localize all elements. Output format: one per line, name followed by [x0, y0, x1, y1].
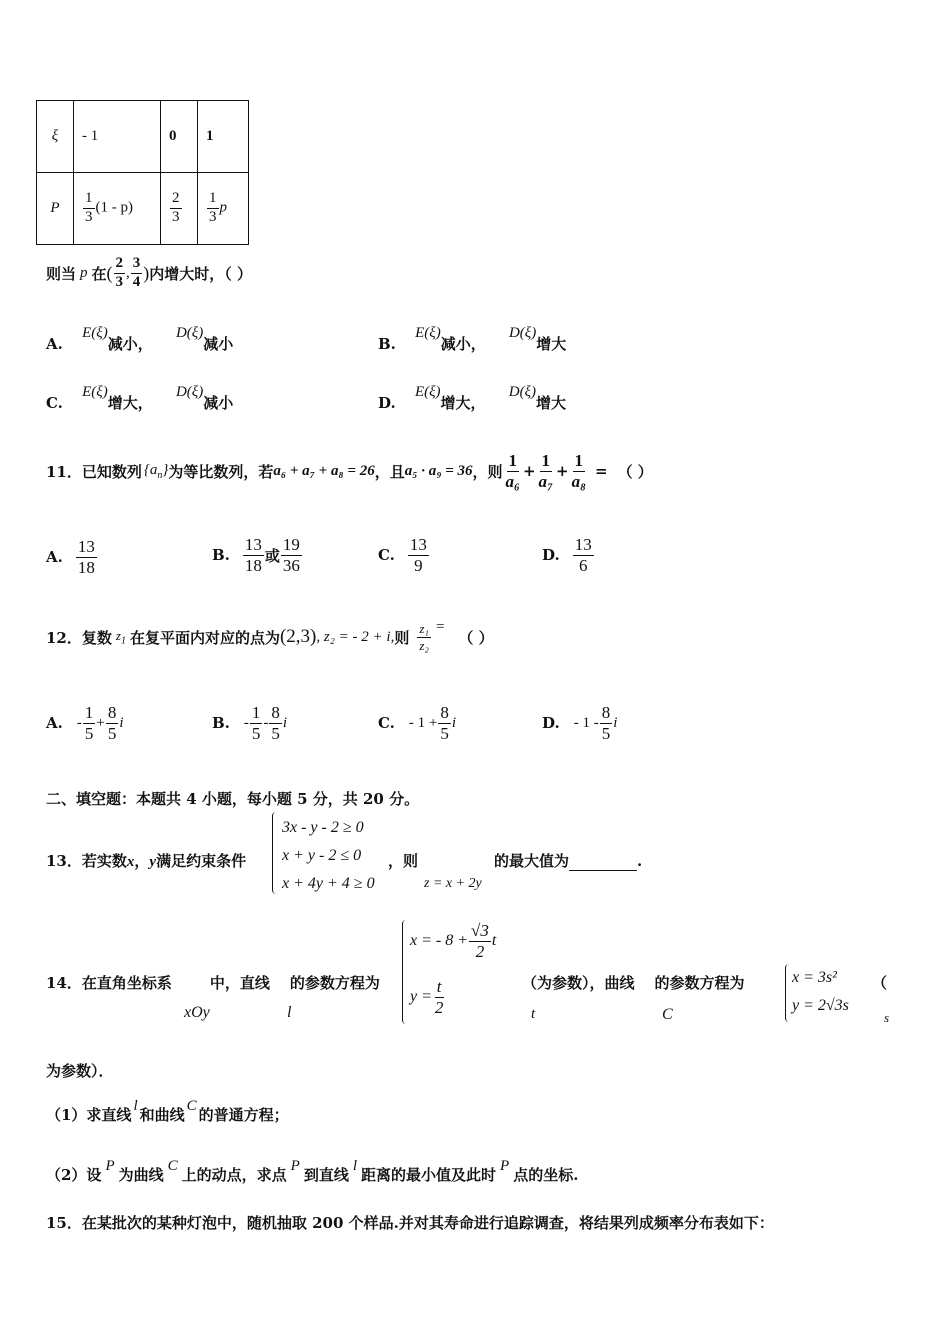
objective-function: z = x + 2y [424, 876, 482, 891]
q11-option-c: C. $\frac{13}{9}$ [378, 535, 427, 575]
q14-stem-3: 为参数）． [46, 1062, 114, 1080]
coord-system-label: xOy [184, 1004, 210, 1021]
q11-option-b: B. $\frac{13}{18}$ 或 $\frac{19}{36}$ [212, 535, 300, 575]
q10-stem: 则当 p 在 ( $\frac{2}{3}$ , $\frac{3}{4}$ ) 内增大时，（ ） [46, 255, 253, 290]
q13-stem: 13．若实数x，y满足约束条件 [46, 852, 247, 870]
param-x: x = - 8 + $\frac{√3}{2}$ t [410, 921, 497, 961]
table-cell: $\frac{1}{3}$ (1 - p) [74, 173, 161, 245]
plus-sign: + [555, 462, 569, 481]
q15-stem: 15．在某批次的某种灯泡中，随机抽取 200 个样品.并对其寿命进行追踪调查，将结果列成频率分布表如下： [46, 1214, 774, 1232]
table-head-xi: ξ [37, 101, 74, 173]
param-s: s [884, 1010, 890, 1025]
param-y: y = $\frac{t}{2}$ [410, 977, 444, 1017]
curve-param-system: x = 3s² y = 2√3s [792, 969, 849, 1014]
brace [272, 812, 276, 894]
constraint-system: 3x - y - 2 ≥ 0 x + y - 2 ≤ 0 x + 4y + 4 ≥ 0 [282, 819, 375, 892]
q13-tail: 的最大值为 . [494, 852, 643, 870]
q12-option-a: A. - $\frac{1}{5}$ + $\frac{8}{5}$ i [46, 703, 124, 743]
param-t: t [531, 1006, 536, 1022]
brace [785, 964, 789, 1022]
q13-then: ，则 [388, 852, 419, 870]
table-head-p: P [37, 173, 74, 245]
distribution-table [36, 100, 249, 245]
brace [402, 920, 406, 1024]
q10-option-c: C. E(ξ)增大， D(ξ)减小 [46, 384, 234, 412]
q10-option-d: D. E(ξ)增大， D(ξ)增大 [378, 384, 567, 412]
q12-option-b: B. - $\frac{1}{5}$ - $\frac{8}{5}$ i [212, 703, 288, 743]
table-cell: $\frac{1}{3}$ p [198, 173, 249, 245]
q11-stem: 11．已知数列 $\{a_n\}$ 为等比数列，若 a₆ + a₇ + a₈ = 26 ，且 a₅ · a₉ = 36 ，则 $\frac{1}{\text{a₆}}$ + $\frac{1}{\text{a₇}}$ + $\frac{1}{\text{a₈}}$ = （ ） [46, 451, 653, 491]
paren-open: （ [872, 974, 888, 992]
q14-sub2: （2）设 P 为曲线 C 上的动点，求点 P 到直线 l 距离的最小值及此时 P 点的坐标. [46, 1158, 579, 1184]
q10-option-b: B. E(ξ)减小， D(ξ)增大 [378, 325, 567, 353]
answer-blank[interactable] [569, 854, 637, 871]
curve-c-label: C [662, 1006, 673, 1023]
table-cell: 1 [198, 101, 249, 173]
q12-stem: 12．复数 $z_1$ 在复平面内对应的点为 (2,3) , z₂ = - 2 + i, 则 $\frac{\text{z₁}}{\text{z₂}}$ = （ ） [46, 618, 494, 653]
q11-option-a: A. $\frac{13}{18}$ [46, 537, 95, 577]
table-cell: 0 [161, 101, 198, 173]
q12-option-d: D. - 1 - $\frac{8}{5}$ i [542, 703, 618, 743]
q14-sub1: （1）求直线 l 和曲线 C 的普通方程； [46, 1098, 289, 1124]
q14-stem-2: （为参数），曲线 的参数方程为 [522, 974, 745, 992]
q11-option-d: D. $\frac{13}{6}$ [542, 535, 592, 575]
q10-option-a: A. E(ξ)减小， D(ξ)减小 [46, 325, 234, 353]
section-heading: 二、填空题：本题共 4 小题，每小题 5 分，共 20 分。 [46, 790, 420, 808]
table-cell: $\frac{2}{3}$ [161, 173, 198, 245]
q12-option-c: C. - 1 + $\frac{8}{5}$ i [378, 703, 457, 743]
table-cell: - 1 [74, 101, 161, 173]
q14-stem: 14．在直角坐标系 中，直线 的参数方程为 [46, 974, 380, 992]
line-l-label: l [287, 1004, 292, 1021]
